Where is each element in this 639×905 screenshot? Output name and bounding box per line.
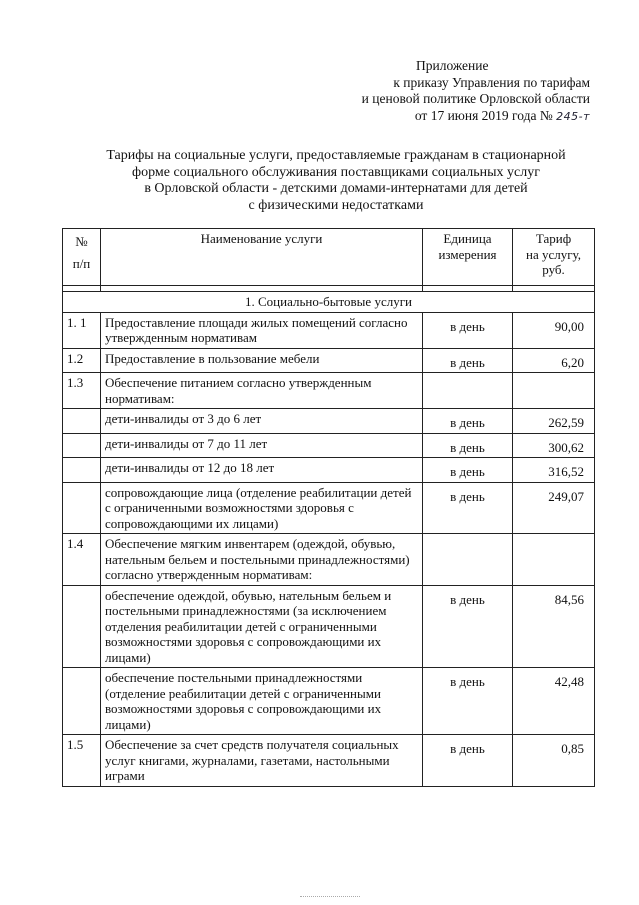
header-tariff bbox=[513, 229, 595, 286]
price: 249,07 bbox=[513, 482, 595, 534]
document-title bbox=[60, 148, 612, 214]
row-number: 1.2 bbox=[63, 348, 101, 373]
row-number bbox=[63, 409, 101, 434]
table-row bbox=[63, 458, 595, 483]
service-name: Обеспечение питанием согласно утвержденным нормативам: bbox=[101, 373, 423, 409]
appendix-line-2: к приказу Управления по тарифам bbox=[393, 74, 590, 90]
price: 262,59 bbox=[513, 409, 595, 434]
appendix-line-3: и ценовой политике Орловской области bbox=[361, 91, 590, 106]
table-header-row bbox=[63, 229, 595, 286]
section-row bbox=[63, 292, 595, 313]
unit: в день bbox=[423, 312, 513, 348]
header-tariff-line-2: на услугу, bbox=[525, 246, 581, 262]
table-row bbox=[63, 312, 595, 348]
service-name: Обеспечение мягким инвентарем (одеждой, обувью, нательным бельем и постельными принадлежностями) согласно утвержденным нормативам: bbox=[101, 534, 423, 586]
table-row bbox=[63, 735, 595, 787]
table-row bbox=[63, 668, 595, 735]
service-name: дети-инвалиды от 7 до 11 лет bbox=[101, 433, 423, 458]
price: 0,85 bbox=[513, 735, 595, 787]
scan-artifact bbox=[300, 896, 360, 900]
table-row bbox=[63, 585, 595, 668]
price: 6,20 bbox=[513, 348, 595, 373]
appendix-line-4 bbox=[320, 108, 590, 126]
price: 300,62 bbox=[513, 433, 595, 458]
order-date: от 17 июня 2019 года № bbox=[414, 107, 553, 123]
header-tariff-line-3: руб. bbox=[542, 262, 565, 277]
service-name: Предоставление в пользование мебели bbox=[101, 348, 423, 373]
unit: в день bbox=[423, 585, 513, 668]
header-unit-line-2: измерения bbox=[438, 246, 497, 262]
title-line-4: с физическими недостатками bbox=[248, 197, 424, 213]
row-number bbox=[63, 585, 101, 668]
table-row bbox=[63, 534, 595, 586]
price bbox=[513, 534, 595, 586]
price: 316,52 bbox=[513, 458, 595, 483]
unit: в день bbox=[423, 409, 513, 434]
table-row bbox=[63, 348, 595, 373]
price: 90,00 bbox=[513, 312, 595, 348]
service-name: Обеспечение за счет средств получателя социальных услуг книгами, журналами, газетами, настольными играми bbox=[101, 735, 423, 787]
section-title: 1. Социально-бытовые услуги bbox=[63, 292, 595, 313]
appendix-header bbox=[320, 58, 590, 125]
unit: в день bbox=[423, 458, 513, 483]
price: 84,56 bbox=[513, 585, 595, 668]
appendix-line-1: Приложение bbox=[416, 58, 489, 73]
title-line-2: форме социального обслуживания поставщиками социальных услуг bbox=[132, 164, 540, 180]
row-number: 1.5 bbox=[63, 735, 101, 787]
row-number bbox=[63, 668, 101, 735]
unit: в день bbox=[423, 348, 513, 373]
header-number bbox=[63, 229, 101, 286]
unit: в день bbox=[423, 433, 513, 458]
header-unit-line-1: Единица bbox=[443, 231, 492, 246]
row-number: 1.3 bbox=[63, 373, 101, 409]
service-name: Предоставление площади жилых помещений согласно утвержденным нормативам bbox=[101, 312, 423, 348]
title-line-3: в Орловской области - детскими домами-интернатами для детей bbox=[144, 181, 528, 196]
table-row bbox=[63, 409, 595, 434]
unit: в день bbox=[423, 735, 513, 787]
price: 42,48 bbox=[513, 668, 595, 735]
table-row bbox=[63, 373, 595, 409]
unit bbox=[423, 534, 513, 586]
unit: в день bbox=[423, 482, 513, 534]
header-service-name: Наименование услуги bbox=[101, 229, 423, 286]
order-number-handwritten: 245-т bbox=[556, 109, 590, 123]
row-number bbox=[63, 458, 101, 483]
header-tariff-line-1: Тариф bbox=[535, 231, 572, 246]
table-row bbox=[63, 433, 595, 458]
title-line-1: Тарифы на социальные услуги, предоставляемые гражданам в стационарной bbox=[106, 148, 566, 163]
service-name: дети-инвалиды от 3 до 6 лет bbox=[101, 409, 423, 434]
header-number-line-2: п/п bbox=[72, 256, 91, 271]
row-number: 1.4 bbox=[63, 534, 101, 586]
service-name: дети-инвалиды от 12 до 18 лет bbox=[101, 458, 423, 483]
price bbox=[513, 373, 595, 409]
tariffs-table bbox=[62, 228, 595, 787]
header-number-line-1: № bbox=[75, 234, 88, 249]
service-name: обеспечение одеждой, обувью, нательным бельем и постельными принадлежностями (за исключением отделения реабилитации детей с ограниченными возможностями здоровья с сопровождающими их лицами) bbox=[101, 585, 423, 668]
table-row bbox=[63, 482, 595, 534]
header-unit bbox=[423, 229, 513, 286]
service-name: обеспечение постельными принадлежностями (отделение реабилитации детей с ограниченными возможностями здоровья с сопровождающими их лицами) bbox=[101, 668, 423, 735]
row-number bbox=[63, 482, 101, 534]
unit bbox=[423, 373, 513, 409]
service-name: сопровождающие лица (отделение реабилитации детей с ограниченными возможностями здоровья с сопровождающими их лицами) bbox=[101, 482, 423, 534]
row-number: 1. 1 bbox=[63, 312, 101, 348]
unit: в день bbox=[423, 668, 513, 735]
row-number bbox=[63, 433, 101, 458]
